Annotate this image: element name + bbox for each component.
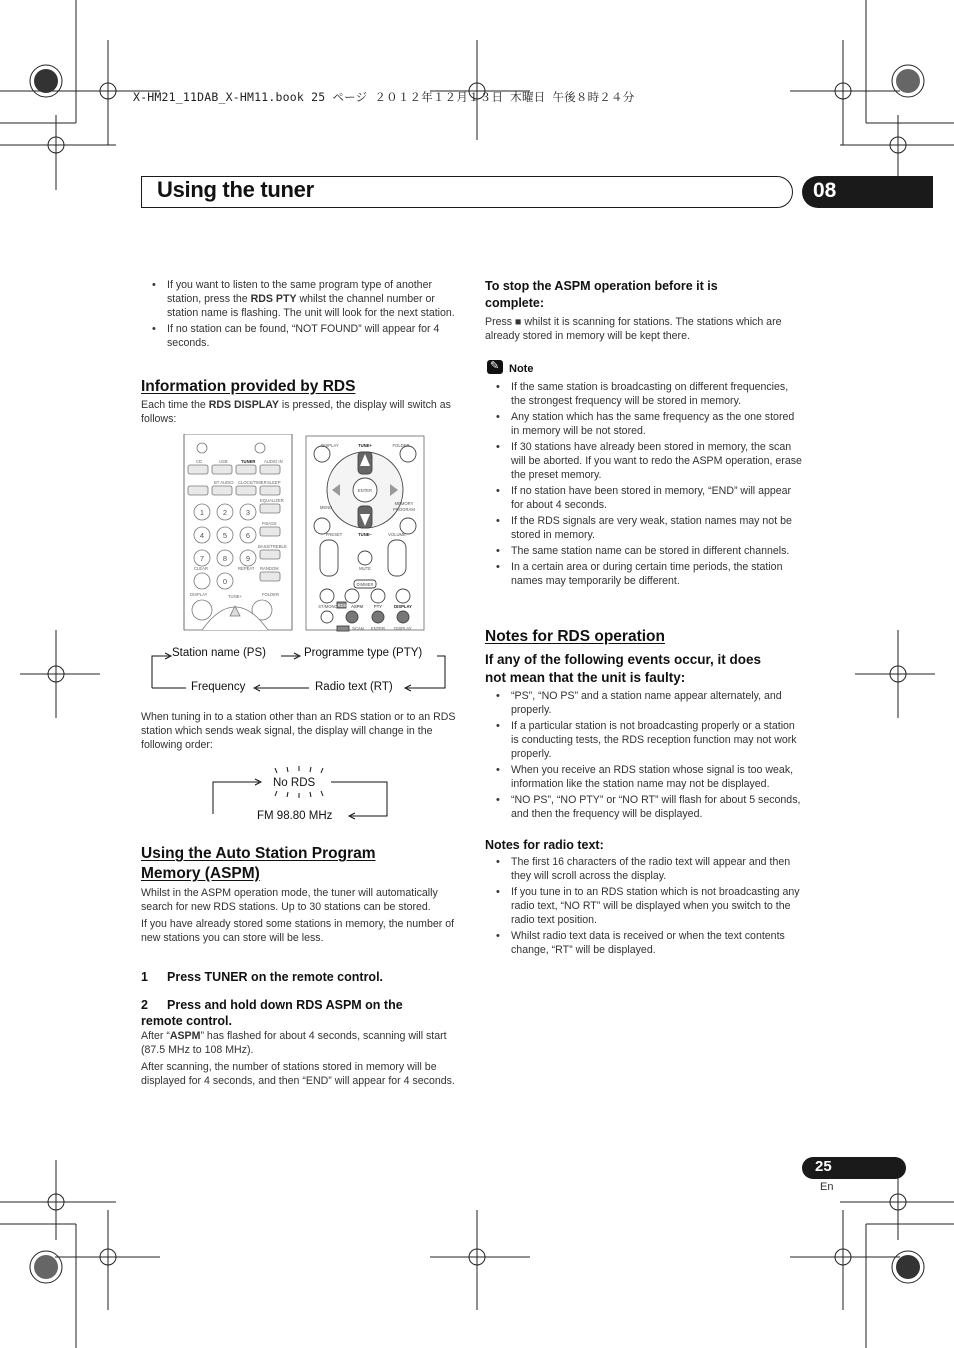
cycle-radio-text: Radio text (RT) (315, 681, 393, 693)
list-item: • Any station which has the same frequency as the one stored in memory will be not stored. (485, 410, 803, 438)
svg-text:TUNE+: TUNE+ (358, 443, 372, 448)
heading-rds-notes: Notes for RDS operation (485, 628, 665, 645)
svg-text:DISPLAY: DISPLAY (394, 626, 412, 631)
svg-text:RDS: RDS (337, 603, 347, 608)
heading-stop-aspm: To stop the ASPM operation before it is complete: (485, 279, 718, 310)
remote-label: TUNER (241, 459, 256, 464)
radio-text-bullets (485, 855, 803, 959)
remote-label: SLEEP (267, 480, 281, 485)
step-1: 1 Press TUNER on the remote control. (141, 970, 384, 984)
list-item: • The same station name can be stored in different channels. (485, 544, 803, 558)
remote-label: P.BASS (262, 521, 277, 526)
list-item: • If no station can be found, “NOT FOUND” will appear for 4 seconds. (141, 322, 459, 350)
svg-text:TUNE–: TUNE– (358, 532, 372, 537)
svg-text:1: 1 (199, 508, 205, 517)
cycle-frequency: Frequency (191, 681, 246, 693)
left-intro-bullets (141, 278, 459, 352)
svg-text:5: 5 (222, 531, 228, 540)
heading-aspm: Using the Auto Station Program Memory (ASPM) (141, 845, 376, 882)
no-rds-label: No RDS (273, 777, 316, 789)
step-2: 2 Press and hold down RDS ASPM on the remote control. (141, 998, 403, 1028)
list-item: • If the same station is broadcasting on different frequencies, the strongest frequency will be stored in memory. (485, 380, 803, 408)
svg-text:3: 3 (245, 508, 251, 517)
language-code: En (820, 1181, 834, 1193)
remote-label: DISPLAY (190, 592, 208, 597)
stop-icon: ■ (515, 316, 522, 328)
remote-label: BT AUDIO (214, 480, 234, 485)
heading-radio-text: Notes for radio text: (485, 838, 604, 852)
svg-text:ST/MONO: ST/MONO (318, 604, 338, 609)
remote-label: EQUALIZER (260, 498, 284, 503)
note-pencil-icon (487, 360, 503, 374)
list-item: • If 30 stations have already been stored in memory, the scan will be aborted. If you want to redo the ASPM operation, erase the preset memory. (485, 440, 803, 482)
remote-label: CD (196, 459, 203, 464)
svg-text:2: 2 (222, 508, 228, 517)
list-item: • The first 16 characters of the radio text will appear and then they will scroll across the display. (485, 855, 803, 883)
stop-aspm-para: Press ■ whilst it is scanning for stations. The stations which are already stored in memory will be kept there. (485, 316, 782, 342)
page-number: 25 (815, 1158, 832, 1175)
svg-text:DISPLAY: DISPLAY (321, 443, 339, 448)
remote-label: RANDOM (260, 566, 279, 571)
svg-text:8: 8 (222, 554, 228, 563)
faulty-bullets (485, 689, 803, 823)
aspm-section-text: Whilst in the ASPM operation mode, the tuner will automatically search for new RDS stations. Up to 30 stations can be stored. If you have already stored some stations in memory, the number of new stations you can store will be less. (141, 887, 455, 944)
step-2-details: After “ASPM” has flashed for about 4 seconds, scanning will start (87.5 MHz to 108 MHz). After scanning, the number of stations stored in memory will be displayed for 4 seconds, and then “END” will appear for 4 seconds. (141, 1030, 455, 1087)
remote-label: FOLDER (262, 592, 279, 597)
list-item: • If the RDS signals are very weak, station names may not be stored in memory. (485, 514, 803, 542)
page-title: Using the tuner (157, 177, 314, 202)
list-item: • When you receive an RDS station whose signal is too weak, information like the station name may not be displayed. (485, 763, 803, 791)
list-item: • Whilst radio text data is received or when the text contents change, “RT” will be displayed. (485, 929, 803, 957)
fm-frequency-label: FM 98.80 MHz (257, 810, 333, 822)
svg-text:ENTER: ENTER (370, 626, 386, 631)
svg-text:PTY: PTY (373, 604, 383, 609)
svg-text:FOLDER: FOLDER (392, 443, 410, 448)
svg-text:6: 6 (245, 531, 251, 540)
svg-text:4: 4 (199, 531, 205, 540)
list-item: • If no station have been stored in memory, “END” will appear for about 4 seconds. (485, 484, 803, 512)
cycle-station-name: Station name (PS) (172, 647, 266, 659)
note-bullets (485, 380, 803, 590)
svg-text:MUTE: MUTE (359, 566, 371, 571)
heading-not-faulty: If any of the following events occur, it does not mean that the unit is faulty: (485, 652, 762, 685)
svg-text:MENU: MENU (319, 505, 333, 510)
svg-text:VOLUME: VOLUME (388, 532, 406, 537)
svg-text:DIMMER: DIMMER (356, 582, 374, 587)
rds-display-para: Each time the RDS DISPLAY is pressed, the display will switch as follows: (141, 399, 451, 425)
svg-text:MEMORY: MEMORY (394, 501, 414, 506)
book-info-line: X-HM21_11DAB_X-HM11.book 25 ページ ２０１２年１２月１３日 木曜日 午後８時２４分 (133, 90, 635, 104)
cycle-programme-type: Programme type (PTY) (304, 647, 423, 659)
list-item: • If you want to listen to the same program type of another station, press the RDS PTY whilst the channel number or station name is flashing. The unit will look for the next station. (141, 278, 459, 320)
remote-control-illustration (172, 434, 428, 634)
svg-text:PRESET: PRESET (325, 532, 343, 537)
chapter-number: 08 (813, 179, 837, 202)
svg-text:ENTER: ENTER (357, 488, 373, 493)
remote-label: BASS/TREBLE (258, 544, 287, 549)
heading-rds-info: Information provided by RDS (141, 378, 356, 395)
remote-label: CLOCK/TIMER (238, 480, 267, 485)
svg-text:SCAN: SCAN (352, 626, 364, 631)
weak-signal-para: When tuning in to a station other than an RDS station or to an RDS station which sends weak signal, the display will change in the following order: (141, 711, 456, 751)
remote-label: REPEAT (238, 566, 255, 571)
svg-text:7: 7 (199, 554, 205, 563)
list-item: • “PS”, “NO PS” and a station name appear alternately, and properly. (485, 689, 803, 717)
svg-text:9: 9 (245, 554, 251, 563)
svg-text:ASPM: ASPM (351, 604, 363, 609)
remote-label: TUNE+ (228, 594, 242, 599)
list-item: • If you tune in to an RDS station which is not broadcasting any radio text, “NO RT” will be displayed when you switch to the radio text position. (485, 885, 803, 927)
svg-text:PROGRAM: PROGRAM (393, 507, 415, 512)
list-item: • If a particular station is not broadcasting properly or a station is conducting tests, the RDS reception function may not work properly. (485, 719, 803, 761)
list-item: • In a certain area or during certain time periods, the station names may temporarily be different. (485, 560, 803, 588)
note-heading: ✎Note (487, 360, 533, 375)
svg-text:DISPLAY: DISPLAY (394, 604, 412, 609)
remote-label: AUDIO IN (264, 459, 283, 464)
remote-label: CLEAR (194, 566, 208, 571)
remote-label: USB (219, 459, 228, 464)
list-item: • “NO PS”, “NO PTY” or “NO RT” will flash for about 5 seconds, and then the frequency will be displayed. (485, 793, 803, 821)
svg-text:0: 0 (222, 577, 228, 586)
